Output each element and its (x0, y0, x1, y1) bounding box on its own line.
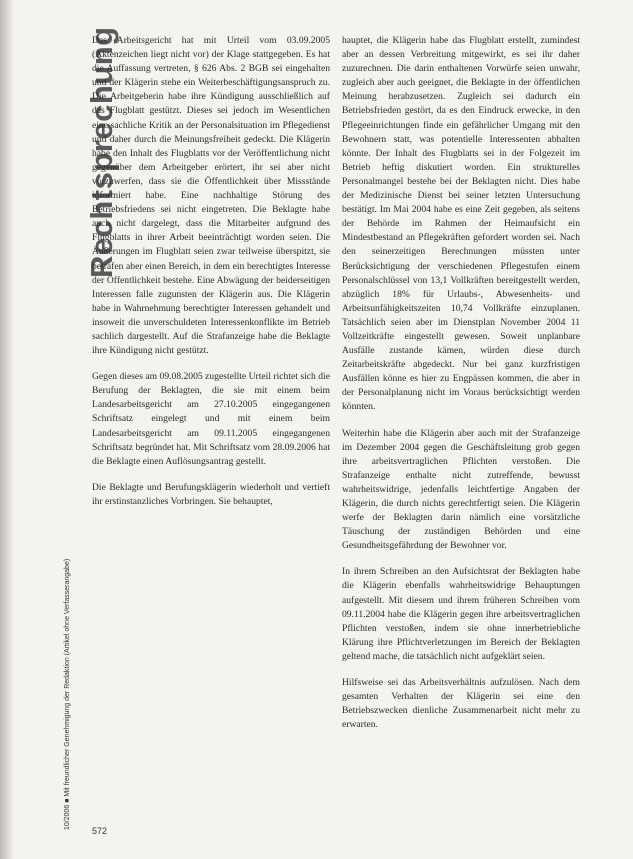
page-gutter-shadow (0, 0, 14, 859)
vertical-credit-text: 10/2006 ■ Mit freundlicher Genehmigung der Redaktion (Artikel ohne Verfasserangabe) (64, 558, 71, 830)
right-column (342, 34, 580, 744)
right-paragraph-2: Weiterhin habe die Klägerin aber auch mit der Strafanzeige im Dezember 2004 gegen die Geschäftsleitung grob gegen ihre arbeitsvertraglichen Pflichten verstoßen. Die Strafanzeige enthalte nicht zutreffende, bewusst wahrheitswidrige, jedenfalls leichtfertige Angaben der Klägerin, die durch nichts gerechtfertigt seien. Die Klägerin werfe der Beklagten darin nämlich eine vorsätzliche Täuschung der zuständigen Behörden und eine Gesundheitsgefährdung der Bewohner vor. (342, 427, 580, 552)
right-paragraph-1: hauptet, die Klägerin habe das Flugblatt erstellt, zumindest aber an dessen Verbreitung mitgewirkt, es sei ihr daher zuzurechnen. Die darin enthaltenen Vorwürfe seien unwahr, zugleich aber auch geeignet, die Beklagte in der öffentlichen Meinung herabzusetzen. Zugleich sei dadurch ein Betriebsfrieden gestört, da es den Eindruck erwecke, in den Pflegeeinrichtungen finde ein gefährlicher Umgang mit den Bewohnern statt, was potentielle Interessenten abhalten könnte. Der Inhalt des Flugblatts sei in der Folgezeit im Betrieb heftig diskutiert worden. Ein strukturelles Personalmangel bestehe bei der Beklagten nicht. Dies habe der Medizinische Dienst bei seiner letzten Untersuchung bestätigt. Im Mai 2004 habe es eine Zeit gegeben, als seitens der Behörde im Rahmen der Heimaufsicht ein Mindestbestand an Pflegekräften gefordert worden sei. Nach den seinerzeitigen Berechnungen müssten unter Berücksichtigung der verschiedenen Pflegestufen einem Personalschlüssel von 13,1 Vollkräften bereitgestellt werden, abzüglich 18% für Urlaubs-, Abwesenheits- und Arbeitsunfähigkeitszeiten 10,74 Vollkräfte einzuplanen. Tatsächlich seien aber im Dienstplan November 2004 11 Vollzeitkräfte eingestellt gewesen. Soweit unplanbare Ausfälle zustande kämen, würden diese durch Zeitarbeitskräfte abgedeckt. Nur bei ganz kurzfristigen Ausfällen könne es hier zu Engpässen kommen, die aber in der Personalplanung nicht im Voraus berücksichtigt werden könnten. (342, 35, 580, 413)
left-column (92, 34, 330, 521)
left-paragraph-1: Das Arbeitsgericht hat mit Urteil vom 03.09.2005 (Aktenzeichen liegt nicht vor) der Klage stattgegeben. Es hat die Auffassung vertreten, § 626 Abs. 2 BGB sei eingehalten und der Klägerin stehe ein Weiterbeschäftigungsanspruch zu. Die Arbeitgeberin habe ihre Kündigung ausschließlich auf das Flugblatt gestützt. Dieses sei jedoch im Wesentlichen eine sachliche Kritik an der Personalsituation im Pflegedienst und daher durch die Meinungsfreiheit gedeckt. Die Klägerin habe den Inhalt des Flugblatts vor der Veröffentlichung nicht gegenüber dem Arbeitgeber erörtert, ihr sei aber nicht vorzuwerfen, dass sie die Öffentlichkeit über Missstände informiert habe. Eine nachhaltige Störung des Betriebsfriedens sei nicht eingetreten. Die Beklagte habe auch nicht dargelegt, dass die Mitarbeiter aufgrund des Flugblatts in ihrer Arbeit beeinträchtigt worden seien. Die Äußerungen im Flugblatt seien zwar teilweise überspitzt, sie beträfen aber einen Bereich, in dem ein berechtigtes Interesse der Öffentlichkeit bestehe. Eine Abwägung der beiderseitigen Interessen falle zugunsten der Klägerin aus. Die Klägerin habe in Wahrnehmung berechtigter Interessen gehandelt und insoweit die unverschuldeten Interessenkonflikte im Betrieb sachlich dargestellt. Auf die Strafanzeige habe die Beklagte ihre Kündigung nicht gestützt. (92, 35, 330, 357)
vertical-credit (52, 558, 71, 840)
right-paragraph-4: Hilfsweise sei das Arbeitsverhältnis aufzulösen. Nach dem gesamten Verhalten der Klägerin sei eine den Betriebszwecken dienliche Zusammenarbeit nicht mehr zu erwarten. (342, 677, 580, 731)
left-paragraph-3: Die Beklagte und Berufungsklägerin wiederholt und vertieft ihr erstinstanzliches Vorbringen. Sie behauptet, (92, 481, 330, 507)
right-paragraph-3: In ihrem Schreiben an den Aufsichtsrat der Beklagten habe die Klägerin ebenfalls wahrheitswidrige Behauptungen aufgestellt. Mit diesem und ihrem früheren Schreiben vom 09.11.2004 habe die Klägerin gegen ihre arbeitsvertraglichen Pflichten verstoßen, indem sie ohne innerbetriebliche Klärung ihre Pflichtverletzungen im Bereich der Beklagten geltend mache, die tatsächlich nicht aufgeklärt seien. (342, 566, 580, 662)
page-number: 572 (92, 826, 108, 836)
section-title-text: Rechtsprechung (84, 26, 119, 278)
left-paragraph-2: Gegen dieses am 09.08.2005 zugestellte Urteil richtet sich die Berufung der Beklagten, die sie mit einem beim Landesarbeitsgericht am 27.10.2005 eingegangenen Schriftsatz eingelegt und mit einem beim Landesarbeitsgericht am 09.11.2005 eingegangenen Schriftsatz begründet hat. Mit Schriftsatz vom 28.09.2006 hat die Beklagte einen Auflösungsantrag gestellt. (92, 371, 330, 467)
section-title (52, 8, 119, 288)
